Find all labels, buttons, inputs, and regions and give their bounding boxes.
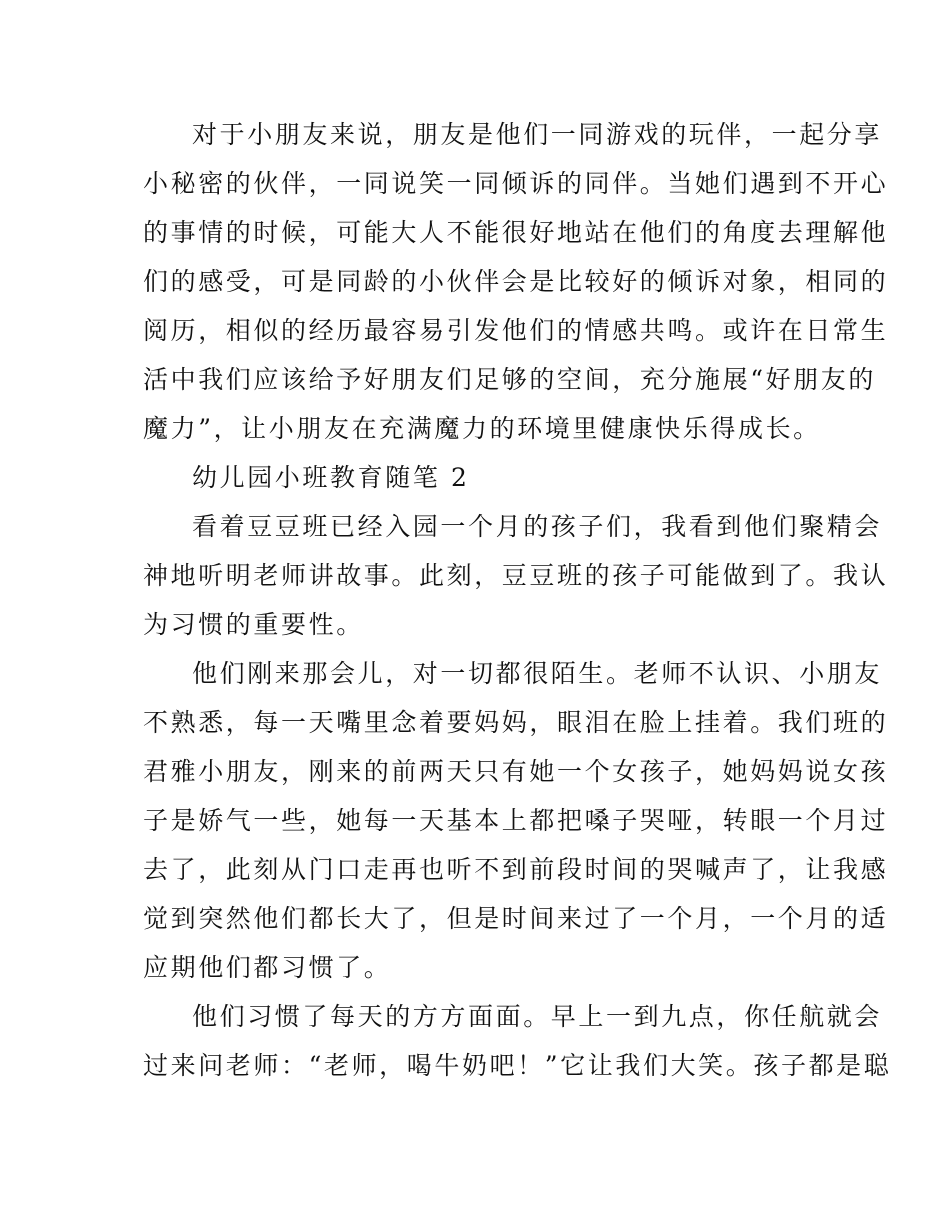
text-line: 他们习惯了每天的方方面面。早上一到九点，你任航就会 <box>192 1002 883 1031</box>
text-line: 为习惯的重要性。 <box>143 610 364 639</box>
text-line: 不熟悉，每一天嘴里念着要妈妈，眼泪在脸上挂着。我们班的 <box>143 708 889 737</box>
text-line: 过来问老师：“老师，喝牛奶吧！”它让我们大笑。孩子都是聪 <box>143 1051 892 1080</box>
section-heading: 幼儿园小班教育随笔 2 <box>192 463 470 492</box>
text-line: 应期他们都习惯了。 <box>143 953 392 982</box>
text-line: 小秘密的伙伴，一同说笑一同倾诉的同伴。当她们遇到不开心 <box>143 169 889 198</box>
text-line: 子是娇气一些，她每一天基本上都把嗓子哭哑，转眼一个月过 <box>143 806 889 835</box>
text-line: 阅历，相似的经历最容易引发他们的情感共鸣。或许在日常生 <box>143 316 889 345</box>
text-line: 觉到突然他们都长大了，但是时间来过了一个月，一个月的适 <box>143 904 889 933</box>
text-line: 魔力”，让小朋友在充满魔力的环境里健康快乐得成长。 <box>143 414 821 443</box>
text-line: 活中我们应该给予好朋友们足够的空间，充分施展“好朋友的 <box>143 365 876 394</box>
text-line: 君雅小朋友，刚来的前两天只有她一个女孩子，她妈妈说女孩 <box>143 757 889 786</box>
text-line: 去了，此刻从门口走再也听不到前段时间的哭喊声了，让我感 <box>143 855 889 884</box>
text-line: 的事情的时候，可能大人不能很好地站在他们的角度去理解他 <box>143 218 889 247</box>
text-line: 他们刚来那会儿，对一切都很陌生。老师不认识、小朋友 <box>192 659 883 688</box>
text-line: 神地听明老师讲故事。此刻，豆豆班的孩子可能做到了。我认 <box>143 561 889 590</box>
text-line: 看着豆豆班已经入园一个月的孩子们，我看到他们聚精会 <box>192 512 883 541</box>
text-line: 们的感受，可是同龄的小伙伴会是比较好的倾诉对象，相同的 <box>143 267 889 296</box>
text-line: 对于小朋友来说，朋友是他们一同游戏的玩伴，一起分享 <box>192 120 883 149</box>
